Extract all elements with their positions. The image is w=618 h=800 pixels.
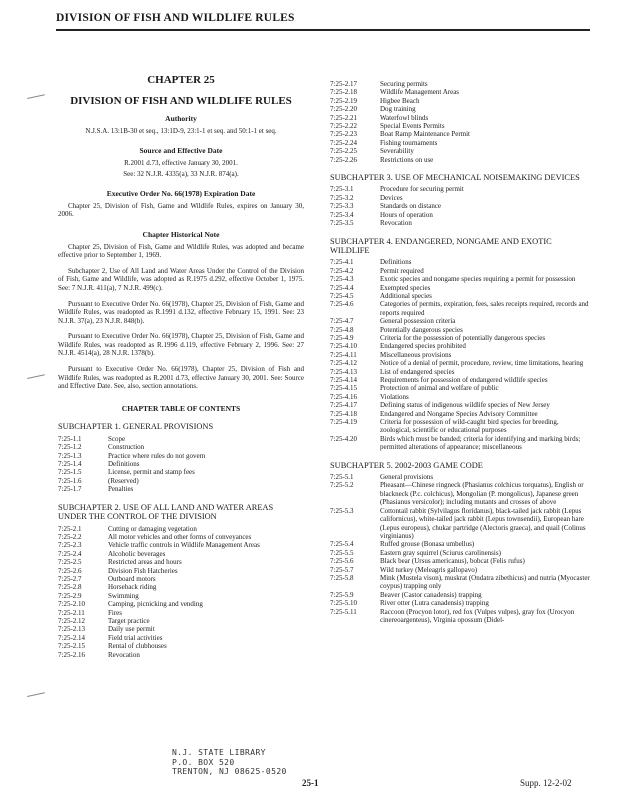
section-title: Beaver (Castor canadensis) trapping [380, 590, 482, 599]
section-number: 7:25-2.26 [330, 155, 358, 164]
toc-heading: CHAPTER TABLE OF CONTENTS [121, 403, 241, 413]
historical-note-paragraph: Subchapter 2, Use of All Land and Water Areas Under the Control of the Division of Fish, Game and Wildlife, was adopted as R.1975 d.292, effective October 1, 1975. See: 7 N.J.R. 411(a), 7 N.J.R. 499(c). [58, 266, 304, 292]
toc-entry [58, 634, 304, 642]
section-number: 7:25-1.7 [58, 485, 82, 494]
authority-heading: Authority [165, 114, 197, 124]
section-number: 7:25-3.5 [330, 219, 354, 228]
section-title: Restricted areas and hours [108, 558, 182, 567]
section-number: 7:25-4.10 [330, 342, 358, 351]
section-number: 7:25-2.14 [58, 633, 86, 642]
toc-entry [330, 300, 590, 317]
section-number: 7:25-4.3 [330, 275, 354, 284]
section-number: 7:25-4.7 [330, 317, 354, 326]
section-title: (Reserved) [108, 476, 139, 485]
section-number: 7:25-4.9 [330, 333, 354, 342]
section-number: 7:25-2.15 [58, 642, 86, 651]
section-number: 7:25-5.7 [330, 565, 354, 574]
section-number: 7:25-5.4 [330, 540, 354, 549]
toc-entry [330, 292, 590, 300]
section-number: 7:25-4.8 [330, 325, 354, 334]
toc-entry [330, 342, 590, 350]
toc-entry [58, 533, 304, 541]
margin-mark [27, 94, 47, 109]
section-number: 7:25-3.2 [330, 193, 354, 202]
historical-note-paragraph: Pursuant to Executive Order No. 66(1978), Chapter 25, Division of Fish and Wildlife Rules, was readopted as R.2001 d.73, effective January 30, 2001. See: Source and Effective Date. See, also, section annotations. [58, 365, 304, 391]
margin-mark [27, 692, 47, 707]
section-number: 7:25-4.18 [330, 409, 358, 418]
section-title: Wild turkey (Meleagris gallopavo) [380, 565, 478, 574]
header-rule [56, 29, 590, 31]
section-title: Devices [380, 193, 403, 202]
toc-entry [330, 267, 590, 275]
subchapter-heading: SUBCHAPTER 1. GENERAL PROVISIONS [58, 422, 214, 432]
section-number: 7:25-2.21 [330, 113, 358, 122]
toc-entry [58, 617, 304, 625]
section-title: Potentially dangerous species [380, 325, 463, 334]
toc-list [58, 435, 304, 494]
toc-entry [330, 481, 590, 506]
toc-entry [330, 185, 590, 193]
section-title: Field trial activities [108, 633, 163, 642]
toc-entry [58, 600, 304, 608]
toc-entry [330, 334, 590, 342]
executive-order-heading: Executive Order No. 66(1978) Expiration Date [106, 189, 256, 199]
toc-entry [58, 460, 304, 468]
section-title: Definitions [108, 460, 140, 469]
toc-entry [330, 566, 590, 574]
section-title: Outboard motors [108, 574, 156, 583]
section-title: Violations [380, 392, 409, 401]
section-number: 7:25-2.22 [330, 122, 358, 131]
section-title: Exotic species and nongame species requiring a permit for possession [380, 275, 576, 284]
section-title: Horseback riding [108, 583, 157, 592]
section-number: 7:25-1.5 [58, 468, 82, 477]
section-title: Practice where rules do not govern [108, 451, 206, 460]
section-number: 7:25-5.9 [330, 590, 354, 599]
section-number: 7:25-3.4 [330, 210, 354, 219]
section-title: Wildlife Management Areas [380, 88, 460, 97]
toc-entry [330, 80, 590, 88]
section-title: Division Fish Hatcheries [108, 566, 178, 575]
toc-entry [330, 473, 590, 481]
toc-entry [330, 376, 590, 384]
toc-entry [330, 599, 590, 607]
subchapter-heading: SUBCHAPTER 3. USE OF MECHANICAL NOISEMAKING DEVICES [330, 173, 580, 183]
section-title: Permit required [380, 266, 424, 275]
section-number: 7:25-4.19 [330, 418, 358, 427]
section-title: General possession criteria [380, 317, 456, 326]
section-title: Cutting or damaging vegetation [108, 524, 197, 533]
section-title: Special Events Permits [380, 122, 445, 131]
section-title: All motor vehicles and other forms of conveyances [108, 532, 252, 541]
toc-entry [58, 525, 304, 533]
section-title: Construction [108, 443, 145, 452]
section-title: Vehicle traffic controls in Wildlife Management Areas [108, 541, 260, 550]
section-title: Rental of clubhouses [108, 642, 167, 651]
section-title: Revocation [108, 650, 140, 659]
section-title: Target practice [108, 616, 150, 625]
toc-entry [58, 625, 304, 633]
historical-note-paragraph: Pursuant to Executive Order No. 66(1978), Chapter 25, Division of Fish, Game and Wildlife Rules, was readopted as R.1991 d.132, effective February 15, 1991. See: 23 N.J.R. 37(a), 23 N.J.R. 848(b). [58, 299, 304, 325]
historical-note-paragraph: Chapter 25, Division of Fish, Game and Wildlife Rules, was adopted and became effective prior to September 1, 1969. [58, 242, 304, 260]
toc-entry [330, 219, 590, 227]
section-number: 7:25-1.2 [58, 443, 82, 452]
toc-entry [58, 550, 304, 558]
section-number: 7:25-2.16 [58, 650, 86, 659]
toc-entry [330, 97, 590, 105]
section-number: 7:25-2.25 [330, 147, 358, 156]
margin-mark [27, 374, 47, 389]
toc-entry [58, 609, 304, 617]
section-title: Endangered species prohibited [380, 342, 466, 351]
toc-entry [330, 401, 590, 409]
toc-entry [330, 410, 590, 418]
section-number: 7:25-4.12 [330, 359, 358, 368]
executive-order-text: Chapter 25, Division of Fish, Game and Wildlife Rules, expires on January 30, 2006. [58, 201, 304, 219]
toc-entry [58, 651, 304, 659]
section-title: Scope [108, 434, 126, 443]
toc-entry [58, 443, 304, 451]
toc-entry [330, 608, 590, 625]
section-number: 7:25-4.1 [330, 258, 354, 267]
section-title: Mink (Mustela vison), muskrat (Ondatra zibethicus) and nutria (Myocaster coypus) trapping only [380, 573, 590, 591]
section-title: Alcoholic beverages [108, 549, 166, 558]
section-title: Defining status of indigenous wildlife species of New Jersey [380, 401, 550, 410]
section-title: Black bear (Ursus americanus), bobcat (Felis rufus) [380, 557, 525, 566]
section-number: 7:25-5.2 [330, 481, 354, 490]
subchapter-heading: SUBCHAPTER 5. 2002-2003 GAME CODE [330, 460, 483, 470]
section-title: Exempted species [380, 283, 431, 292]
section-title: Swimming [108, 591, 139, 600]
section-title: Definitions [380, 258, 412, 267]
toc-entry [330, 393, 590, 401]
toc-list [330, 185, 590, 227]
toc-entry [330, 507, 590, 541]
toc-entry [330, 418, 590, 435]
section-number: 7:25-2.12 [58, 616, 86, 625]
toc-entry [330, 351, 590, 359]
section-number: 7:25-5.1 [330, 473, 354, 482]
toc-entry [330, 540, 590, 548]
library-stamp [172, 748, 287, 777]
toc-entry [58, 575, 304, 583]
stamp-line: TRENTON, NJ 08625-0520 [172, 767, 287, 776]
supplement-date: Supp. 12-2-02 [520, 778, 572, 788]
source-line: R.2001 d.73, effective January 30, 2001. [124, 158, 238, 167]
toc-list [330, 80, 590, 164]
section-title: Eastern gray squirrel (Sciurus carolinensis) [380, 548, 501, 557]
toc-entry [330, 147, 590, 155]
section-title: Birds which must be banded; criteria for identifying and marking birds; permitted alterations of appearance; miscellaneous [380, 434, 581, 452]
section-title: Hours of operation [380, 210, 433, 219]
toc-list [330, 258, 590, 451]
toc-entry [330, 258, 590, 266]
section-number: 7:25-2.7 [58, 574, 82, 583]
section-number: 7:25-4.5 [330, 291, 354, 300]
section-number: 7:25-2.10 [58, 600, 86, 609]
toc-entry [330, 211, 590, 219]
section-number: 7:25-1.6 [58, 476, 82, 485]
section-title: General provisions [380, 473, 434, 482]
section-title: Fires [108, 608, 122, 617]
section-title: License, permit and stamp fees [108, 468, 195, 477]
toc-entry [330, 122, 590, 130]
section-title: Procedure for securing permit [380, 185, 464, 194]
section-number: 7:25-5.3 [330, 506, 354, 515]
section-title: Protection of animal and welfare of public [380, 384, 499, 393]
toc-entry [58, 642, 304, 650]
section-number: 7:25-3.3 [330, 202, 354, 211]
subchapter-heading: SUBCHAPTER 4. ENDANGERED, NONGAME AND EXOTIC WILDLIFE [330, 236, 552, 255]
toc-entry [330, 591, 590, 599]
section-number: 7:25-2.8 [58, 583, 82, 592]
toc-list [330, 473, 590, 624]
section-number: 7:25-2.5 [58, 558, 82, 567]
section-number: 7:25-4.2 [330, 266, 354, 275]
section-number: 7:25-4.14 [330, 376, 358, 384]
toc-entry [330, 284, 590, 292]
section-number: 7:25-2.18 [330, 88, 358, 97]
toc-entry [330, 130, 590, 138]
section-number: 7:25-4.17 [330, 401, 358, 410]
section-number: 7:25-2.20 [330, 105, 358, 114]
section-title: Penalties [108, 485, 134, 494]
source-line: See: 32 N.J.R. 4335(a), 33 N.J.R. 874(a). [123, 169, 239, 178]
section-title: Standards on distance [380, 202, 442, 211]
section-title: Raccoon (Procyon lotor), red fox (Vulpes vulpes), gray fox (Urocyon cinereoargenteus), Virginia opossum (Didel- [380, 607, 575, 624]
section-number: 7:25-2.24 [330, 138, 358, 147]
section-number: 7:25-4.16 [330, 392, 358, 401]
section-title: Boat Ramp Maintenance Permit [380, 130, 471, 139]
section-title: Dog training [380, 105, 416, 114]
section-number: 7:25-2.23 [330, 130, 358, 139]
section-number: 7:25-5.10 [330, 599, 358, 608]
stamp-line: P.O. BOX 520 [172, 757, 235, 767]
historical-note-heading: Chapter Historical Note [142, 229, 220, 239]
historical-note-paragraph: Pursuant to Executive Order No. 66(1978), Chapter 25, Division of Fish, Game and Wildlife Rules, was readopted as R.1996 d.119, effective February 2, 1996. See: 27 N.J.R. 4514(a), 28 N.J.R. 1378(b). [58, 332, 304, 358]
toc-entry [330, 317, 590, 325]
section-number: 7:25-2.3 [58, 541, 82, 550]
section-title: Categories of permits, expiration, fees, sales receipts required, records and reports required [380, 300, 589, 317]
toc-entry [58, 583, 304, 591]
toc-entry [58, 477, 304, 485]
section-number: 7:25-5.11 [330, 607, 357, 616]
section-number: 7:25-4.13 [330, 367, 358, 376]
section-number: 7:25-2.19 [330, 96, 358, 105]
toc-entry [330, 275, 590, 283]
toc-entry [58, 435, 304, 443]
section-number: 7:25-2.6 [58, 566, 82, 575]
section-title: Requirements for possession of endangered wildlife species [380, 376, 548, 384]
toc-entry [330, 114, 590, 122]
toc-entry [330, 194, 590, 202]
toc-entry [330, 156, 590, 164]
section-number: 7:25-2.1 [58, 524, 82, 533]
section-title: Cottontail rabbit (Sylvilagus floridanus), black-tailed jack rabbit (Lepus californicus), white-tailed jack rabbit (Lepus townsendii), European hare (Lepus europeus), chukar partridge (Alectoris graeca), and quail (Colinus virginianus) [380, 506, 586, 540]
toc-entry [330, 105, 590, 113]
section-title: Higbee Beach [380, 96, 420, 105]
toc-entry [330, 139, 590, 147]
section-title: Fishing tournaments [380, 138, 438, 147]
left-column [58, 76, 304, 659]
toc-entry [58, 468, 304, 476]
toc-entry [58, 558, 304, 566]
toc-entry [58, 485, 304, 493]
authority-text: N.J.S.A. 13:1B-30 et seq., 13:1D-9, 23:1-1 et seq. and 50:1-1 et seq. [85, 126, 277, 135]
source-heading: Source and Effective Date [139, 146, 223, 156]
section-number: 7:25-5.5 [330, 548, 354, 557]
toc-entry [330, 549, 590, 557]
subchapter-heading: SUBCHAPTER 2. USE OF ALL LAND AND WATER AREAS UNDER THE CONTROL OF THE DIVISION [58, 502, 274, 522]
section-title: List of endangered species [380, 367, 455, 376]
section-title: Severability [380, 147, 414, 156]
section-title: Waterfowl blinds [380, 113, 429, 122]
section-title: Revocation [380, 219, 412, 228]
stamp-line: N.J. STATE LIBRARY [172, 748, 266, 757]
toc-entry [330, 557, 590, 565]
section-number: 7:25-2.9 [58, 591, 82, 600]
section-number: 7:25-2.4 [58, 549, 82, 558]
toc-entry [58, 592, 304, 600]
chapter-title: DIVISION OF FISH AND WILDLIFE RULES [70, 94, 292, 107]
section-number: 7:25-4.20 [330, 434, 358, 443]
toc-list [58, 525, 304, 660]
toc-entry [58, 567, 304, 575]
chapter-number: CHAPTER 25 [147, 74, 215, 86]
toc-entry [330, 326, 590, 334]
section-title: Additional species [380, 291, 432, 300]
section-title: Notice of a denial of permit, procedure, review, time limitations, hearing [380, 359, 584, 368]
running-header: DIVISION OF FISH AND WILDLIFE RULES [56, 12, 295, 24]
toc-entry [330, 574, 590, 591]
section-title: Criteria for the possession of potentially dangerous species [380, 333, 546, 342]
right-column [330, 80, 590, 624]
toc-entry [330, 88, 590, 96]
section-number: 7:25-5.8 [330, 573, 354, 582]
section-title: Ruffed grouse (Bonasa umbellus) [380, 540, 475, 549]
page-number: 25-1 [302, 778, 319, 788]
section-title: Criteria for possession of wild-caught bird species for breeding, zoological, scientific or educational purposes [380, 418, 559, 435]
section-number: 7:25-1.1 [58, 434, 82, 443]
section-title: Restrictions on use [380, 155, 434, 164]
section-title: Camping, picnicking and vending [108, 600, 203, 609]
section-number: 7:25-1.3 [58, 451, 82, 460]
section-number: 7:25-4.6 [330, 300, 354, 309]
section-number: 7:25-1.4 [58, 460, 82, 469]
section-number: 7:25-2.17 [330, 80, 358, 88]
toc-entry [330, 359, 590, 367]
toc-entry [58, 452, 304, 460]
section-title: River otter (Lutra canadensis) trapping [380, 599, 489, 608]
section-number: 7:25-4.15 [330, 384, 358, 393]
section-title: Securing permits [380, 80, 428, 88]
section-number: 7:25-2.11 [58, 608, 85, 617]
section-number: 7:25-2.2 [58, 532, 82, 541]
section-number: 7:25-3.1 [330, 185, 354, 194]
toc-entry [330, 202, 590, 210]
section-number: 7:25-4.11 [330, 350, 357, 359]
toc-entry [330, 384, 590, 392]
toc-entry [330, 435, 590, 452]
section-title: Daily use permit [108, 625, 155, 634]
section-title: Pheasant—Chinese ringneck (Phasianus colchicus torquatus), English or blackneck (P.c. colchicus), Mongolian (P. mongolicus), Japanese green (Phasianus versicolor); including mutants and crosses of above [380, 481, 584, 507]
toc-entry [58, 541, 304, 549]
section-title: Miscellaneous provisions [380, 350, 452, 359]
section-title: Endangered and Nongame Species Advisory Committee [380, 409, 538, 418]
section-number: 7:25-2.13 [58, 625, 86, 634]
toc-entry [330, 368, 590, 376]
section-number: 7:25-5.6 [330, 557, 354, 566]
section-number: 7:25-4.4 [330, 283, 354, 292]
